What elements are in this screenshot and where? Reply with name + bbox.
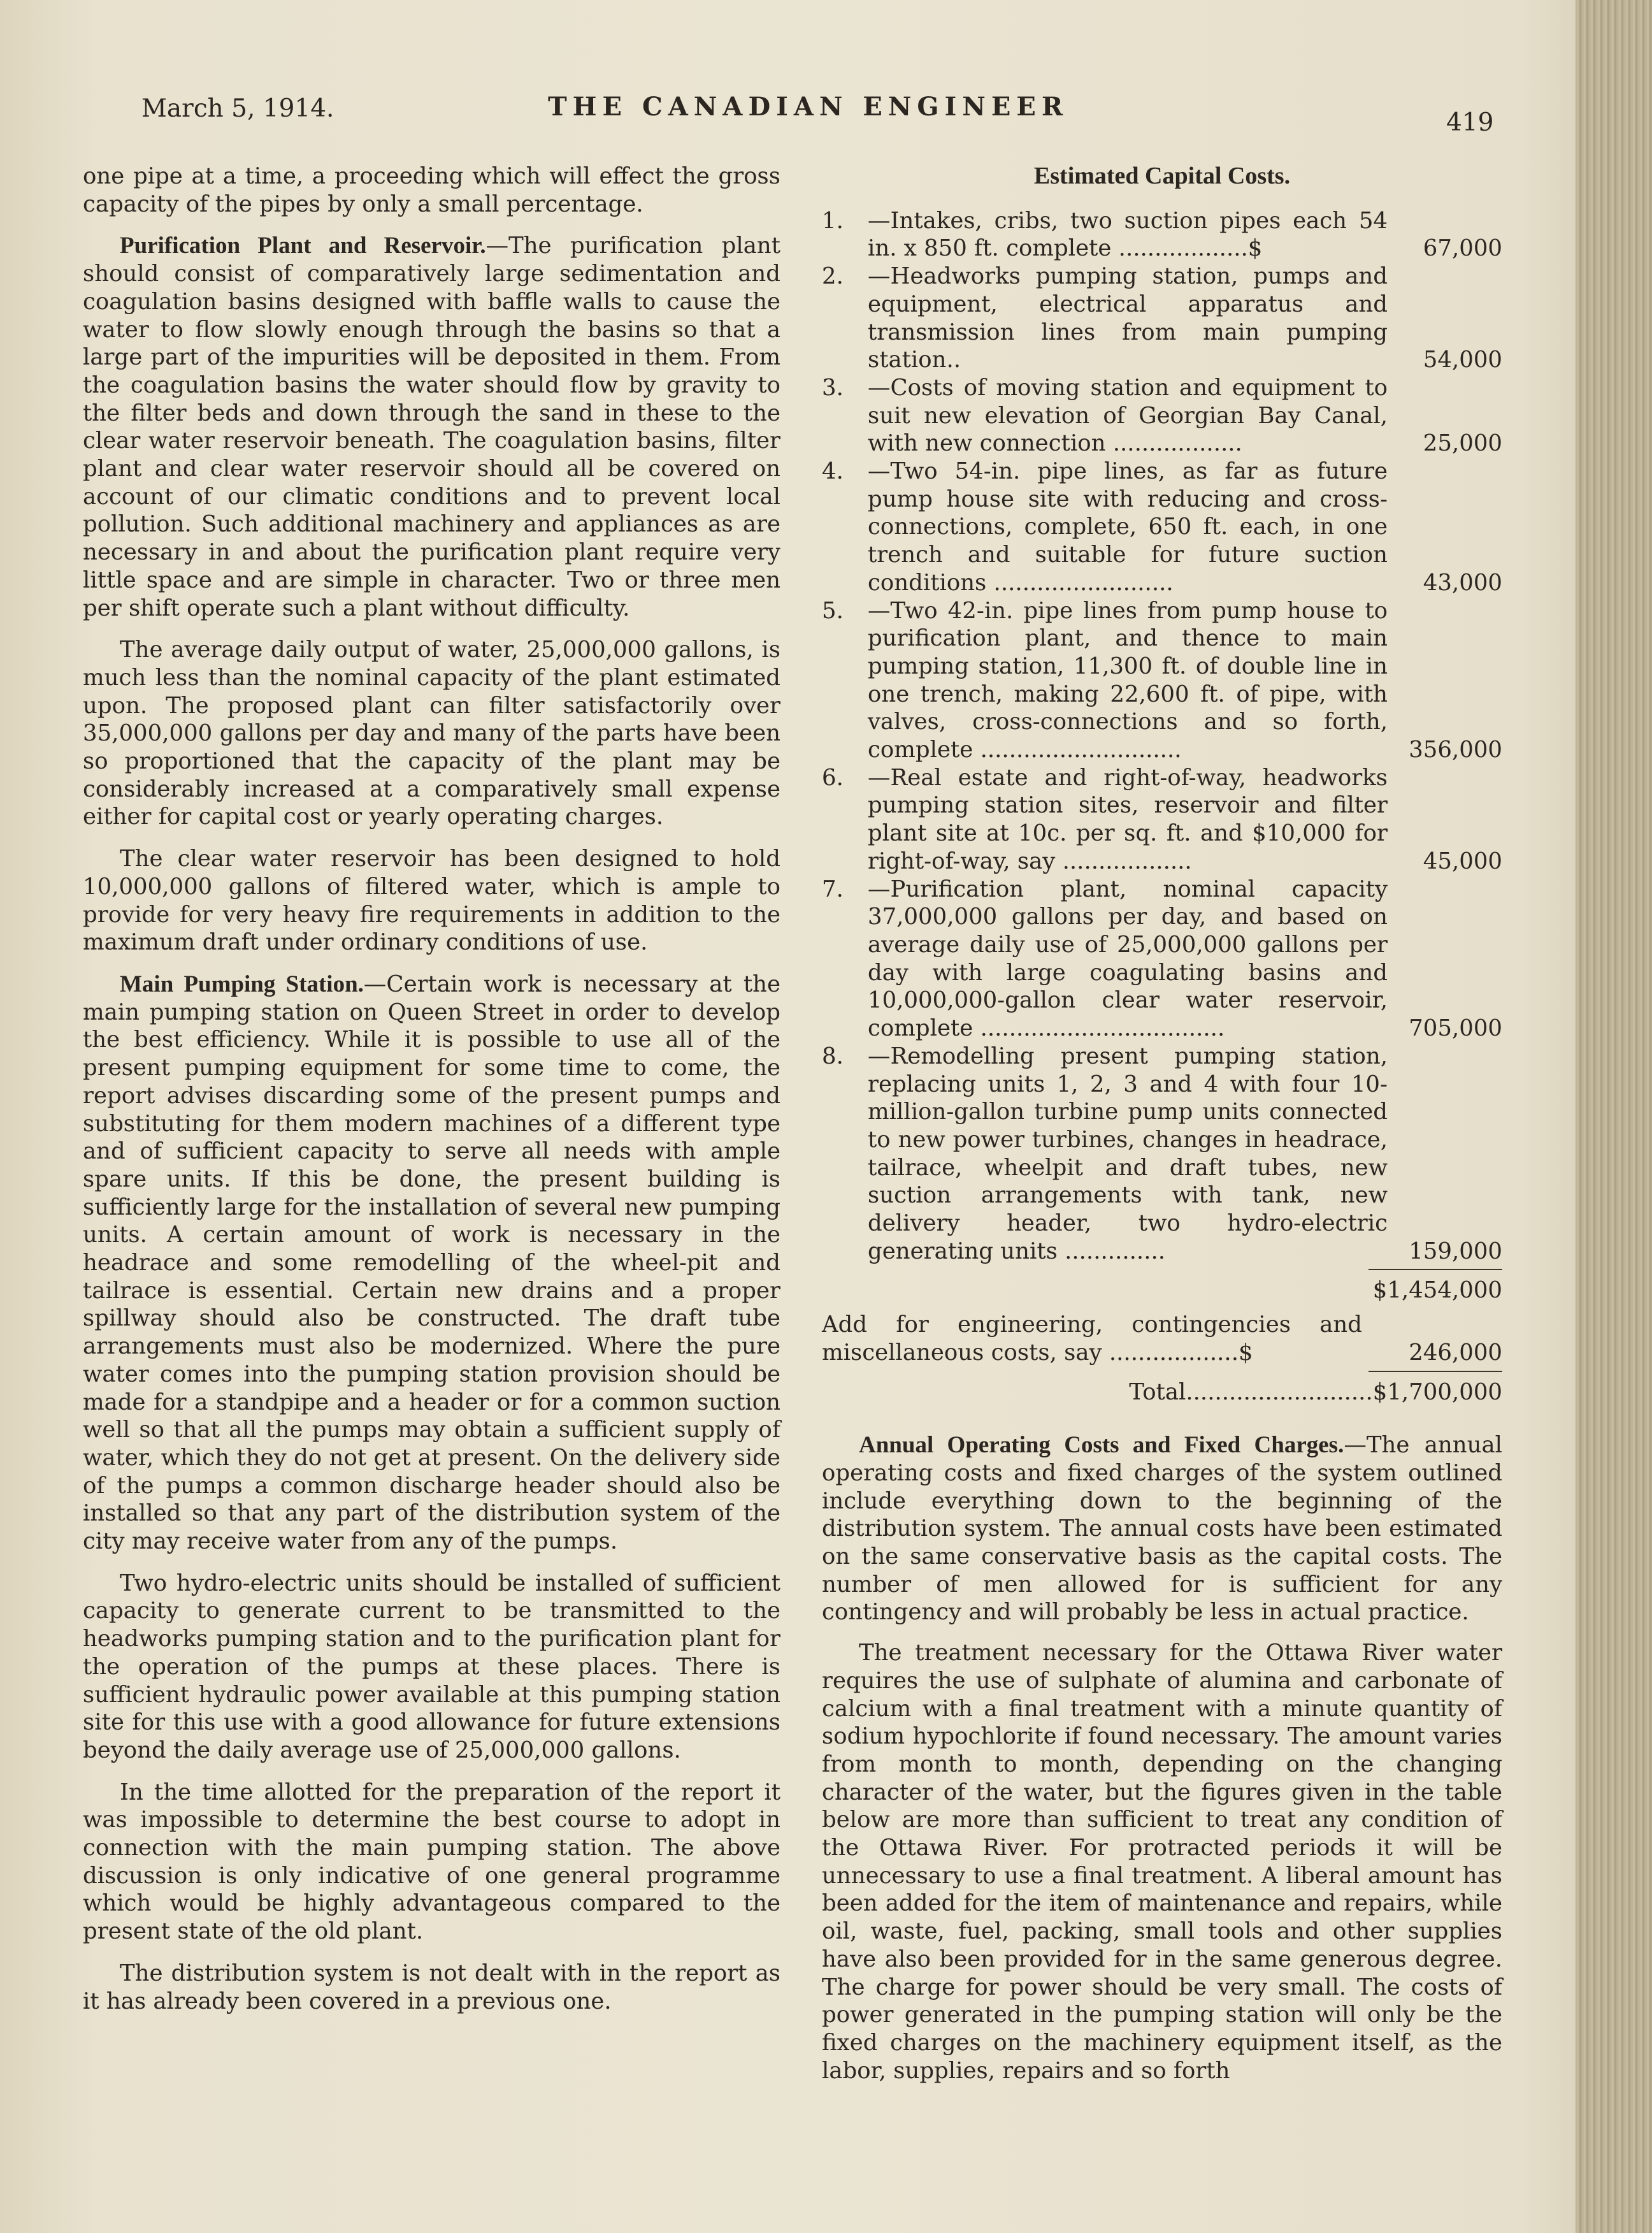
paragraph-pumping <box>83 971 780 1556</box>
paragraph-purification <box>83 232 780 622</box>
section-heading-pumping: Main Pumping Station. <box>120 971 364 997</box>
paragraph-text: —The purification plant should consist of comparatively large sedimentation and coagulation basins designed with baffle walls to cause the water to flow slowly enough through the basins so that a large part of the impurities will be deposited in them. From the coagulation basins the water should flow by gravity to the filter beds and down through the sand in these to the clear water reservoir beneath. The coagulation basins, filter plant and clear water reservoir should all be covered on account of our climatic conditions and to prevent local pollution. Such additional machinery and appliances as are necessary in and about the purification plant require very little space and are simple in character. Two or three men per shift operate such a plant without difficulty. <box>83 233 780 621</box>
item-number: 1. <box>822 207 844 234</box>
paragraph-hydro: Two hydro-electric units should be installed of sufficient capacity to generate current to be transmitted to the headworks pumping station and to the purification plant for the operation of the pumps at these places. There is sufficient hydraulic power available at this pumping station site for this use with a good allowance for future extensions beyond the daily average use of 25,000,000 gallons. <box>83 1570 780 1763</box>
capital-costs-table <box>822 207 1502 1406</box>
item-amount: 705,000 <box>1409 1015 1502 1042</box>
contingencies-amount: 246,000 <box>1409 1339 1502 1366</box>
paragraph-text: —Certain work is necessary at the main pumping station on Queen Street in order to develop the best efficiency. While it is possible to use all of the present pumping equipment for some time to come, the report advises discarding some of the present pumps and substituting for them modern machines of a different type and of sufficient capacity to serve all needs with ample spare units. If this be done, the present building is sufficiently large for the installation of several new pumping units. A certain amount of work is necessary in the headrace and some remodelling of the wheel-pit and tailrace is essential. Certain new drains and a proper spillway should also be constructed. The draft tube arrangements must also be modernized. Where the pure water comes into the pumping station provision should be made for a standpipe and a header or for a common suction well so that all the pumps may obtain a sufficient supply of water, which they do not get at present. On the delivery side of the pumps a common discharge header should also be installed so that any part of the distribution system of the city may receive water from any of the pumps. <box>83 971 781 1555</box>
capital-costs-title: Estimated Capital Costs. <box>1033 163 1291 189</box>
cost-row <box>822 1043 1502 1266</box>
item-description: —Two 54-in. pipe lines, as far as future pump house site with reducing and cross-connections, complete, 650 ft. each, in one trench and suitable for future suction conditions ......................... <box>868 458 1388 596</box>
right-column <box>822 163 1502 2097</box>
item-description: —Remodelling present pumping station, replacing units 1, 2, 3 and 4 with four 10-million-gallon turbine pump units connected to new power turbines, changes in headrace, tailrace, wheelpit and draft tubes, new suction arrangements with tank, new delivery header, two hydro-electric generating units .............. <box>868 1043 1388 1264</box>
item-number: 7. <box>822 876 844 902</box>
item-amount: 159,000 <box>1409 1238 1502 1264</box>
cost-row <box>822 458 1502 597</box>
item-number: 5. <box>822 597 844 624</box>
item-amount: 356,000 <box>1409 737 1502 763</box>
item-amount: 67,000 <box>1423 235 1502 262</box>
item-description: —Real estate and right-of-way, headworks pumping station sites, reservoir and filter plant site at 10c. per sq. ft. and $10,000 for right-of-way, say .................. <box>868 764 1388 874</box>
paragraph-time: In the time allotted for the preparation of the report it was impossible to determine the best course to adopt in connection with the main pumping station. The above discussion is only indicative of one general programme which would be highly advantageous compared to the present state of the old plant. <box>83 1779 780 1945</box>
item-amount: 43,000 <box>1423 569 1502 596</box>
left-column <box>83 163 780 2029</box>
contingencies-row <box>822 1311 1502 1366</box>
cost-row <box>822 207 1502 263</box>
item-number: 3. <box>822 374 844 401</box>
contingencies-description: Add for engineering, contingencies and miscellaneous costs, say ..................$ <box>822 1312 1362 1366</box>
item-amount: 45,000 <box>1423 848 1502 874</box>
cost-row <box>822 263 1502 374</box>
header-date: March 5, 1914. <box>141 94 334 123</box>
cost-row <box>822 764 1502 876</box>
subtotal-amount: $1,454,000 <box>1372 1277 1502 1304</box>
item-description: —Purification plant, nominal capacity 37,000,000 gallons per day, and based on average daily use of 25,000,000 gallons per day with large coagulating basins and 10,000,000-gallon clear water reservoir, complete .................................. <box>868 876 1388 1042</box>
item-number: 4. <box>822 458 844 485</box>
section-heading-annual: Annual Operating Costs and Fixed Charges. <box>859 1432 1344 1459</box>
item-description: —Intakes, cribs, two suction pipes each 54 in. x 850 ft. complete ..................$ <box>868 207 1388 262</box>
paragraph-continued: one pipe at a time, a proceeding which will effect the gross capacity of the pipes by only a small percentage. <box>83 163 780 217</box>
item-number: 8. <box>822 1043 844 1069</box>
grand-total: Total..........................$1,700,000 <box>1129 1378 1502 1405</box>
item-description: —Costs of moving station and equipment to suit new elevation of Georgian Bay Canal, with new connection .................. <box>868 374 1388 457</box>
journal-title: THE CANADIAN ENGINEER <box>548 92 1069 122</box>
item-description: —Headworks pumping station, pumps and equipment, electrical apparatus and transmission lines from main pumping station.. <box>868 263 1388 373</box>
book-binding-edge <box>1576 0 1652 2233</box>
paragraph-annual-costs <box>822 1431 1502 1626</box>
item-description: —Two 42-in. pipe lines from pump house to purification plant, and thence to main pumping station, 11,300 ft. of double line in one trench, making 22,600 ft. of pipe, with valves, cross-connections and so forth, complete ............................ <box>868 597 1388 763</box>
item-amount: 54,000 <box>1423 347 1502 373</box>
cost-row <box>822 876 1502 1043</box>
cost-row <box>822 597 1502 764</box>
paragraph-output: The average daily output of water, 25,000,000 gallons, is much less than the nominal capacity of the plant estimated upon. The proposed plant can filter satisfactorily over 35,000,000 gallons per day and many of the parts have been so proportioned that the capacity of the plant may be considerably increased at a comparatively small expense either for capital cost or yearly operating charges. <box>83 637 780 830</box>
section-heading-purification: Purification Plant and Reservoir. <box>120 233 486 259</box>
paragraph-text: —The annual operating costs and fixed charges of the system outlined include everything down to the beginning of the distribution system. The annual costs have been estimated on the same conservative basis as the capital costs. The number of men allowed for is sufficient for any contingency and will probably be less in actual practice. <box>822 1432 1503 1626</box>
page-header <box>0 89 1652 140</box>
item-number: 2. <box>822 263 844 290</box>
page-number: 419 <box>1446 108 1494 137</box>
item-amount: 25,000 <box>1423 430 1502 457</box>
subtotal-rule <box>1368 1269 1502 1270</box>
paragraph-treatment: The treatment necessary for the Ottawa River water requires the use of sulphate of alumina and carbonate of calcium with a final treatment with a minute quantity of sodium hypochlorite if found necessary. The amount varies from month to month, depending on the changing character of the water, but the figures given in the table below are more than sufficient to treat any condition of the Ottawa River. For protracted periods it will be unnecessary to use a final treatment. A liberal amount has been added for the item of maintenance and repairs, while oil, waste, fuel, packing, small tools and other supplies have also been provided for in the same generous degree. The charge for power should be very small. The costs of power generated in the pumping station will only be the fixed charges on the machinery equipment itself, as the labor, supplies, repairs and so forth <box>822 1640 1502 2084</box>
spacer <box>822 1412 1502 1431</box>
total-rule <box>1368 1371 1502 1372</box>
item-number: 6. <box>822 764 844 791</box>
paragraph-distribution: The distribution system is not dealt with in the report as it has already been covered in a previous one. <box>83 1960 780 2014</box>
cost-row <box>822 374 1502 458</box>
paragraph-reservoir: The clear water reservoir has been designed to hold 10,000,000 gallons of filtered water, which is ample to provide for very heavy fire requirements in addition to the maximum draft under ordinary conditions of use. <box>83 846 780 956</box>
